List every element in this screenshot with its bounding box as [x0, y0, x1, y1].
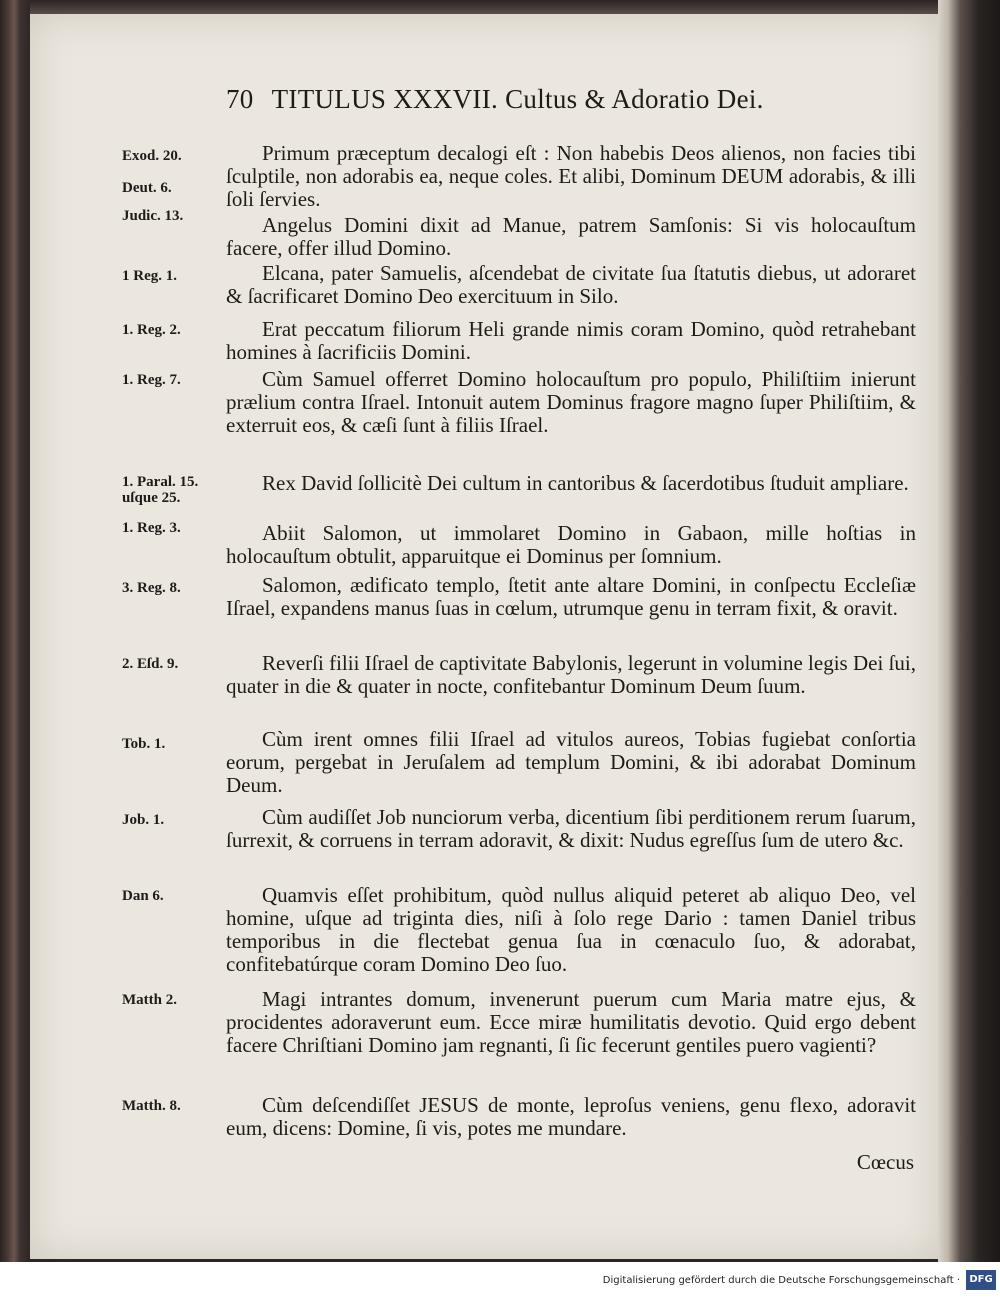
entry-text: Cùm audiſſet Job nunciorum verba, dicentium ſibi perditionem rerum ſuarum, ſurrexit, & corruens in terram adoravit, & dixit: Nudus egreſſus ſum de utero &c.: [226, 805, 916, 852]
page-number: 70: [226, 84, 254, 114]
scripture-reference: 1. Paral. 15. uſque 25.: [122, 474, 199, 506]
entry-text: Abiit Salomon, ut immolaret Domino in Gabaon, mille hoſtias in holocauſtum obtulit, apparuitque ei Dominus per ſomnium.: [226, 521, 916, 568]
scripture-reference: 1 Reg. 1.: [122, 268, 177, 284]
funding-notice: Digitalisierung gefördert durch die Deutsche Forschungsgemeinschaft ·: [602, 1275, 960, 1286]
scripture-reference: Matth 2.: [122, 992, 177, 1008]
entry-text: Elcana, pater Samuelis, aſcendebat de civitate ſua ſtatutis diebus, ut adoraret & ſacrificaret Domino Deo exercituum in Silo.: [226, 261, 916, 308]
scripture-reference: 2. Eſd. 9.: [122, 656, 179, 672]
scripture-reference: Dan 6.: [122, 888, 164, 904]
dfg-logo: DFG: [966, 1270, 996, 1290]
digitization-footer: [0, 1262, 1000, 1298]
entry-text: Angelus Domini dixit ad Manue, patrem Samſonis: Si vis holocauſtum facere, offer illud Domino.: [226, 213, 916, 260]
scripture-reference: Exod. 20. Deut. 6.: [122, 148, 182, 196]
entry-text: Cùm Samuel offerret Domino holocauſtum pro populo, Philiſtiim inierunt prælium contra Iſrael. Intonuit autem Dominus fragore magno ſuper Philiſtiim, & exterruit eos, & cæſi ſunt à filiis Iſrael.: [226, 367, 916, 437]
running-header: [226, 84, 846, 124]
entry-text: Cùm deſcendiſſet JESUS de monte, leproſus veniens, genu flexo, adoravit eum, dicens: Domine, ſi vis, potes me mundare.: [226, 1093, 916, 1140]
catchword: Cœcus: [856, 1150, 914, 1174]
book-edge: [938, 0, 1000, 1262]
entry-text: Primum præceptum decalogi eſt : Non habebis Deos alienos, non facies tibi ſculptile, non adorabis ea, neque coles. Et alibi, Dominum DEUM adorabis, & illi ſoli ſervies.: [226, 141, 916, 211]
scripture-reference: Job. 1.: [122, 812, 165, 828]
scripture-reference: Judic. 13.: [122, 208, 184, 224]
scripture-reference: 1. Reg. 3.: [122, 520, 181, 536]
scripture-reference: Matth. 8.: [122, 1098, 181, 1114]
scripture-reference: 1. Reg. 7.: [122, 372, 181, 388]
scripture-reference: 3. Reg. 8.: [122, 580, 181, 596]
entry-text: Salomon, ædificato templo, ſtetit ante altare Domini, in conſpectu Eccleſiæ Iſrael, expandens manus ſuas in cœlum, utrumque genu in terram fixit, & oravit.: [226, 573, 916, 620]
scripture-reference: 1. Reg. 2.: [122, 322, 181, 338]
scripture-reference: Tob. 1.: [122, 736, 166, 752]
entry-text: Reverſi filii Iſrael de captivitate Babylonis, legerunt in volumine legis Dei ſui, quater in die & quater in nocte, confitebantur Dominum Deum ſuum.: [226, 651, 916, 698]
page-title: TITULUS XXXVII. Cultus & Adoratio Dei.: [271, 84, 764, 114]
entry-text: Magi intrantes domum, invenerunt puerum cum Maria matre ejus, & procidentes adoraverunt eum. Ecce miræ humilitatis devotio. Quid ergo debent facere Chriſtiani Domino jam regnanti, ſi ſic fecerunt gentiles puero vagienti?: [226, 987, 916, 1057]
entry-text: Rex David ſollicitè Dei cultum in cantoribus & ſacerdotibus ſtuduit ampliare.: [262, 471, 909, 495]
page-top-edge: [30, 0, 938, 14]
entry-text: Cùm irent omnes filii Iſrael ad vitulos aureos, Tobias fugiebat conſortia eorum, pergebat in Jeruſalem ad templum Domini, & ibi adorabat Dominum Deum.: [226, 727, 916, 797]
entry-text: Quamvis eſſet prohibitum, quòd nullus aliquid peteret ab aliquo Deo, vel homine, uſque ad triginta dies, niſi à ſolo rege Dario : tamen Daniel tribus temporibus in die flectebat genua ſua in cœnaculo ſuo, & adorabat, confitebatúrque coram Domino Deo ſuo.: [226, 883, 916, 976]
entry-text: Erat peccatum filiorum Heli grande nimis coram Domino, quòd retrahebant homines à ſacrificiis Domini.: [226, 317, 916, 364]
